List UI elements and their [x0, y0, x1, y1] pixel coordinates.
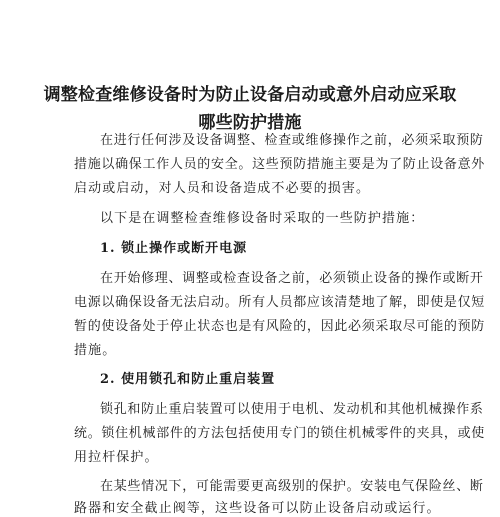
paragraph-5-line-1: 在某些情况下，可能需要更高级别的保护。安装电气保险丝、断 [100, 479, 484, 494]
paragraph-1-line-1: 在进行任何涉及设备调整、检查或维修操作之前，必须采取预防 [100, 133, 484, 148]
paragraph-4-line-2: 统。锁住机械部件的方法包括使用专门的锁住机械零件的夹具，或使 [74, 426, 486, 441]
paragraph-3-line-4: 措施。 [74, 343, 117, 358]
paragraph-5-line-2: 路器和安全截止阀等，这些设备可以防止设备启动或运行。 [74, 501, 441, 516]
paragraph-3-line-2: 电源以确保设备无法启动。所有人员都应该清楚地了解，即使是仅短 [74, 295, 486, 310]
paragraph-4-line-3: 用拉杆保护。 [74, 450, 159, 465]
section-heading-1: 1. 锁止操作或断开电源 [100, 241, 248, 256]
paragraph-2: 以下是在调整检查维修设备时采取的一些防护措施： [100, 211, 425, 226]
paragraph-4-line-1: 锁孔和防止重启装置可以使用于电机、发动机和其他机械操作系 [100, 402, 484, 417]
document-title-line-1: 调整检查维修设备时为防止设备启动或意外启动应采取 [43, 85, 457, 105]
paragraph-1-line-3: 启动或启动，对人员和设备造成不必要的损害。 [74, 181, 371, 196]
paragraph-1-line-2: 措施以确保工作人员的安全。这些预防措施主要是为了防止设备意外 [74, 157, 486, 172]
paragraph-3-line-1: 在开始修理、调整或检查设备之前，必须锁止设备的操作或断开 [100, 271, 484, 286]
paragraph-3-line-3: 暂的使设备处于停止状态也是有风险的，因此必须采取尽可能的预防 [74, 319, 486, 334]
document-title-line-2: 哪些防护措施 [198, 113, 302, 133]
section-heading-2: 2. 使用锁孔和防止重启装置 [100, 372, 276, 387]
